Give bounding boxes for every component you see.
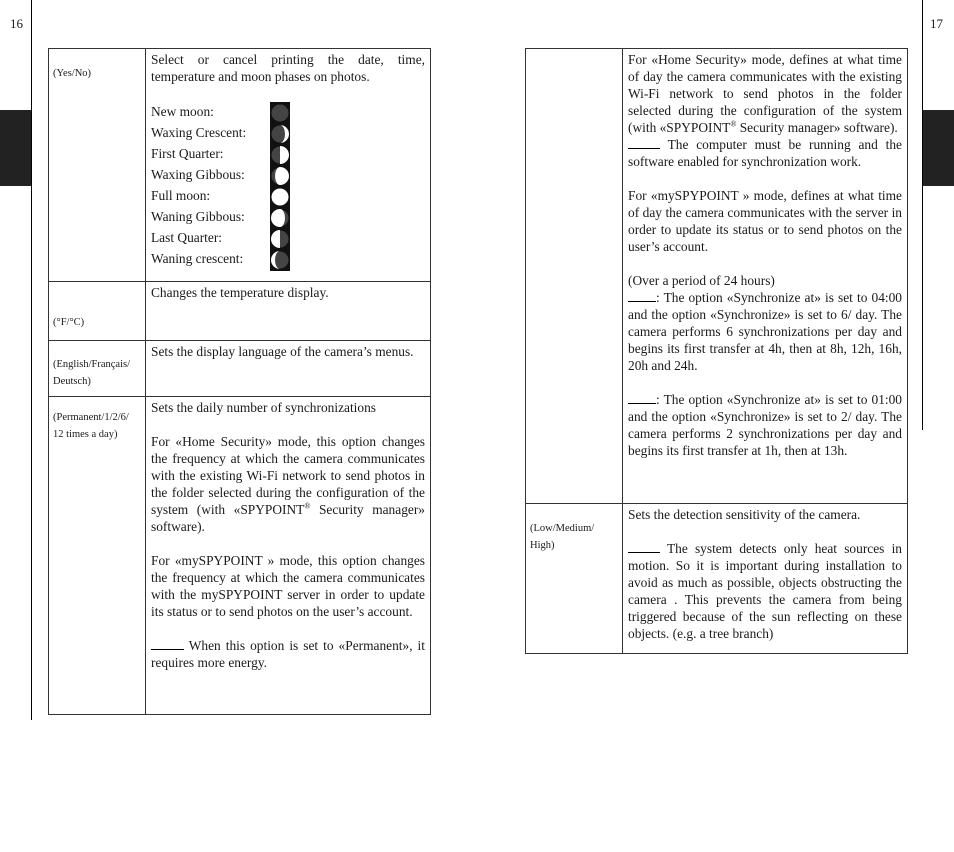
note-text: When this option is set to «Permanent», it requires more energy. — [151, 638, 425, 670]
note-text: The system detects only heat sources in motion. So it is important during installation to avoid as much as possible, objects obstructing the camera . This prevents the camera from being triggered because of the sun reflecting on these objects. (e.g. a tree branch) — [628, 541, 902, 641]
option-label: (°F/°C) — [53, 317, 85, 328]
option-cell — [526, 49, 623, 504]
moon-phase-label: First Quarter: — [151, 146, 224, 161]
option-cell — [49, 49, 146, 282]
moon-phase-row — [151, 249, 425, 270]
option-label: (Yes/No) — [53, 68, 92, 79]
description-cell — [623, 49, 908, 504]
moon-phase-label: Waning crescent: — [151, 251, 244, 266]
moon-phase-row — [151, 123, 425, 144]
description-cell — [146, 49, 431, 282]
right-settings-table — [525, 48, 908, 654]
left-settings-table — [48, 48, 431, 715]
right-margin-line — [922, 0, 923, 430]
example-text: : The option «Synchronize at» is set to 01:00 and the option «Synchronize» is set to 2/ day. The camera performs 2 synchronizations per day and begins its first transfer at 1h, then at 13h. — [628, 392, 902, 458]
moon-phase-label: Full moon: — [151, 188, 211, 203]
table-row — [49, 397, 431, 715]
note-blank — [628, 137, 660, 149]
description-text: For «Home Security» mode, defines at what time of day the camera communicates with the existing Wi-Fi network to send photos in the folder selected during the configuration of the system (with «SPYPOINT® Security manager» software). — [628, 52, 902, 135]
moon-phase-label: Waning Gibbous: — [151, 209, 245, 224]
left-margin-line — [31, 0, 32, 720]
moon-phase-label: New moon: — [151, 104, 214, 119]
moon-phase-row — [151, 144, 425, 165]
left-thumb-tab — [0, 110, 31, 186]
description-text: For «mySPYPOINT » mode, defines at what time of day the camera communicates with the server in order to update its status or to send photos on the user’s account. — [628, 188, 902, 254]
description-text: Sets the daily number of synchronizations — [151, 400, 376, 415]
example-blank — [628, 392, 656, 404]
description-cell — [623, 504, 908, 654]
waning-crescent-moon-icon — [269, 249, 291, 275]
option-cell — [49, 397, 146, 715]
table-row — [49, 341, 431, 397]
description-cell — [146, 341, 431, 397]
left-page-number: 16 — [10, 16, 23, 31]
note-blank — [628, 541, 660, 553]
moon-phase-label: Last Quarter: — [151, 230, 223, 245]
description-cell — [146, 397, 431, 715]
moon-phase-row — [151, 165, 425, 186]
moon-phase-label: Waxing Gibbous: — [151, 167, 245, 182]
description-text: Select or cancel printing the date, time, temperature and moon phases on photos. — [151, 52, 425, 84]
moon-phase-row — [151, 207, 425, 228]
table-row — [49, 49, 431, 282]
option-label: (Permanent/1/2/6/ 12 times a day) — [53, 412, 129, 440]
moon-phase-label: Waxing Crescent: — [151, 125, 247, 140]
option-cell — [49, 341, 146, 397]
moon-phase-list — [151, 102, 425, 270]
description-text: For «mySPYPOINT » mode, this option changes the frequency at which the camera communicates with the mySPYPOINT server in order to update its status or to send photos on the user’s account. — [151, 553, 425, 619]
table-row — [526, 504, 908, 654]
option-label: (English/Français/ Deutsch) — [53, 358, 130, 387]
description-text: Sets the detection sensitivity of the camera. — [628, 507, 861, 522]
description-text: Changes the temperature display. — [151, 285, 329, 300]
description-text: For «Home Security» mode, this option changes the frequency at which the camera communicates with the existing Wi-Fi network to send photos in the folder selected during the configuration of the system (with «SPYPOINT® Security manager» software). — [151, 434, 425, 534]
option-cell — [526, 504, 623, 654]
right-page-number: 17 — [930, 16, 943, 31]
table-row — [49, 282, 431, 341]
table-row — [526, 49, 908, 504]
description-cell — [146, 282, 431, 341]
example-blank — [628, 290, 656, 302]
note-blank — [151, 638, 184, 650]
moon-phase-row — [151, 186, 425, 207]
option-label: (Low/Medium/ High) — [530, 523, 595, 551]
note-text: The computer must be running and the software enabled for synchronization work. — [628, 137, 902, 169]
moon-phase-row — [151, 228, 425, 249]
right-thumb-tab — [923, 110, 954, 186]
option-cell — [49, 282, 146, 341]
description-text: Sets the display language of the camera’s menus. — [151, 344, 414, 359]
description-text: (Over a period of 24 hours) — [628, 273, 775, 288]
moon-phase-row — [151, 102, 425, 123]
example-text: : The option «Synchronize at» is set to 04:00 and the option «Synchronize» is set to 6/ day. The camera performs 6 synchronizations per day and begins its first transfer at 4h, then at 8h, 12h, 16h, 20h and 24h. — [628, 290, 902, 373]
